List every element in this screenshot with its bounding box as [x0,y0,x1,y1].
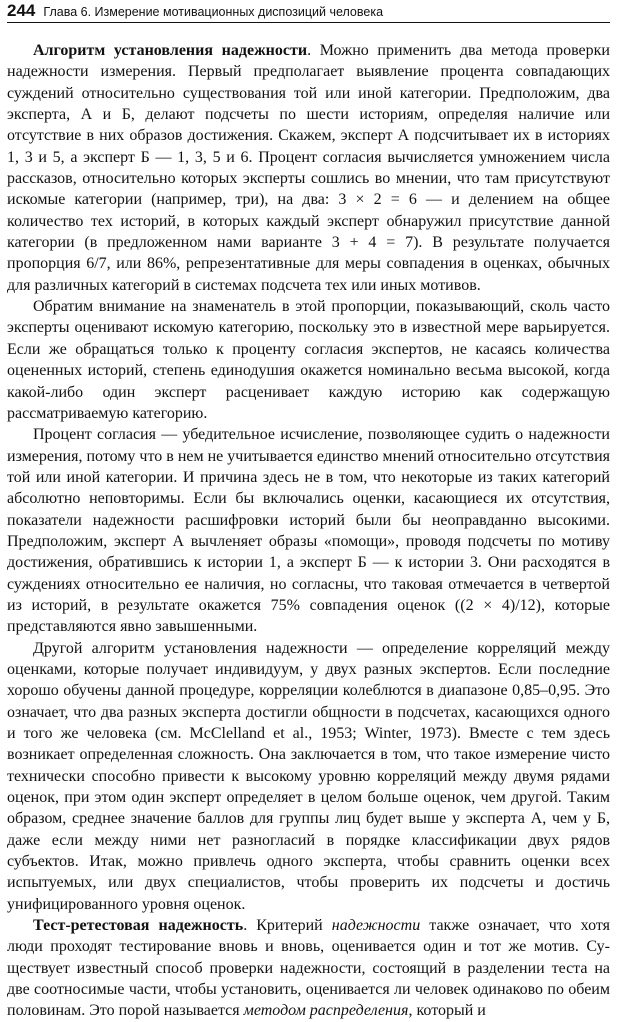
running-head: Глава 6. Измерение мотивационных диспозиций человека [43,5,384,19]
page-body [7,40,610,1022]
paragraph-text: Обратим внимание на знаменатель в этой пропорции, показывающий, сколь часто эксперты оценивают искомую категорию, поскольку это в известной мере варьируется. Если же обращаться только к проценту согласия экспертов, не касаясь количества оцененных историй, степень единодушия окажется номинально весьма высокой, когда какой-либо один эксперт расценивает каждую историю как содержащую рассматриваемую категорию. [7,298,610,422]
paragraph-text: . Можно применить два метода проверки надежности измерения. Первый предполагает выявление процента совпадающих суждений относительно существования той или иной категории. Предположим, два эксперта, А и Б, делают подсчеты по шести историям, определяя наличие или отсутствие в них образов достижения. Скажем, эксперт А подсчитывает их в историях 1, 3 и 5, а эксперт Б — 1, 3, 5 и 6. Процент согласия вычисляется умножением числа рассказов, относительно которых эксперты сошлись во мнении, что там присутствуют искомые категории (например, три), на два: 3 × 2 = 6 — и делением на общее количество тех историй, в которых каждый эксперт обнаружил присутствие данной категории (в предложенном нами варианте 3 + 4 = 7). В результате получается пропорция 6/7, или 86%, репрезентативные для меры совпадения в оценках, обычных для различных категорий в системах подсчета тех или иных мотивов. [7,42,610,294]
paragraph-test-retest [7,915,610,1022]
header-rule [7,22,610,23]
paragraph-text: Другой алгоритм установления надежности — определение корреляций между оценками, которые получает индивидуум, у двух разных экспертов. Если последние хорошо обучены данной процедуре, корреляции колеблются в диапазоне 0,85–0,95. Это означает, что два разных эксперта достигли общности в подсчетах, касающихся одного и того же человека (см. McClelland et al., 1953; Winter, 1973). Вместе с тем здесь возникает определенная сложность. Она заключается в том, что такое измерение чисто технически способно привести к высокому уровню корреляций между двумя рядами оценок, при этом один эксперт определяет в целом больше оценок, чем другой. Таким образом, среднее значение баллов для группы лиц будет выше у эксперта А, чем у Б, даже если между ними нет разногласий в порядке классификации двух рядов субъектов. Итак, можно привлечь одного эксперта, чтобы сравнить оценки всех испытуемых, или двух специалистов, чтобы проверить их подсчеты и достичь унифицированного уровня оценок. [7,639,610,913]
paragraph-text: , который и [408,1002,486,1020]
paragraph-correlation-method [7,638,610,915]
page-header [7,0,610,23]
paragraph-agreement-percent [7,424,610,637]
paragraph-reliability-algorithm [7,40,610,296]
paragraph-text: также означает, что хотя люди проходят тестирование вновь и вновь, оценивается один и тот же мотив. Существует известный способ проверки надежности, состоящий в разделении теста на две соотносимые части, чтобы установить, оценивается ли человек одинаково по обеим половинам. Это порой называется [7,917,611,1020]
paragraph-denominator [7,296,610,424]
italic-term: надежности [331,917,421,935]
paragraph-text: . Критерий [243,917,332,935]
paragraph-lead: Алгоритм установления надежности [33,42,308,59]
italic-term: методом распределения [243,1002,409,1020]
paragraph-text: Процент согласия — убедительное исчисление, позволяющее судить о надежности измерения, потому что в нем не учитывается единство мнений относительно отсутствия той или иной категории. И причина здесь не в том, что некоторые из таких категорий абсолютно неповторимы. Если бы включались оценки, касающиеся их отсутствия, показатели надежности расшифровки историй были бы неоправданно высокими. Предположим, эксперт А вычленяет образы «помощи», проводя подсчеты по мотиву достижения, обратившись к истории 1, а эксперт Б — к истории 3. Они расходятся в суждениях относительно ее наличия, но согласны, что таковая отмечается в четвертой из историй, в результате окажется 75% совпадения оценок ((2 × 4)/12), которые представляются явно завышенными. [7,426,610,636]
page-number: 244 [7,1,36,20]
paragraph-lead: Тест-ретестовая надежность [33,917,244,935]
